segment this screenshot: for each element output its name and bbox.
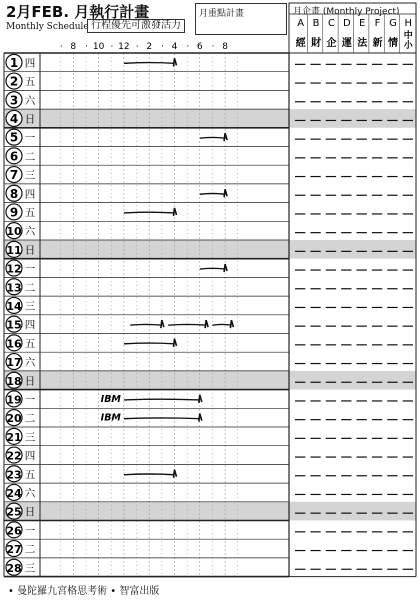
schedule-entry-end-mark xyxy=(174,208,177,216)
schedule-entry-line[interactable] xyxy=(124,343,175,344)
schedule-entry-line[interactable] xyxy=(124,474,175,475)
schedule-entry-label: IBM xyxy=(100,412,121,424)
schedule-entry-end-mark xyxy=(230,320,233,328)
month-focus-label: 月重點計畫 xyxy=(199,9,245,19)
weekday-label: 一 xyxy=(24,263,36,276)
weekday-label: 五 xyxy=(24,468,36,481)
weekday-label: 一 xyxy=(24,524,36,537)
hour-tick-label: 12 xyxy=(118,42,130,52)
project-col-name: 中 xyxy=(403,31,413,41)
hour-tick-label: 8 xyxy=(222,42,228,52)
project-col-name: 法 xyxy=(357,38,368,49)
weekday-label: 二 xyxy=(24,150,36,163)
schedule-entry-end-mark xyxy=(174,470,177,478)
day-number: 5 xyxy=(9,130,19,145)
weekday-label: 六 xyxy=(24,487,36,500)
day-number: 8 xyxy=(9,186,19,201)
weekday-label: 四 xyxy=(24,57,36,70)
hour-tick-label: 2 xyxy=(146,42,153,52)
schedule-entry-line[interactable] xyxy=(130,324,162,325)
weekday-label: 四 xyxy=(24,319,36,332)
weekday-label: 四 xyxy=(24,188,36,201)
hour-tick-dot: · xyxy=(110,42,114,52)
day-number: 12 xyxy=(6,262,22,276)
day-number: 25 xyxy=(6,505,22,519)
project-col-letter: C xyxy=(327,18,335,29)
day-number: 24 xyxy=(6,486,22,500)
weekday-label: 日 xyxy=(24,113,36,126)
day-number: 26 xyxy=(6,524,22,538)
hour-tick-dot: · xyxy=(211,42,215,52)
weekday-label: 六 xyxy=(24,94,36,107)
day-number: 1 xyxy=(9,55,19,70)
day-number: 27 xyxy=(6,543,22,557)
schedule-entry-end-mark xyxy=(174,58,177,66)
day-number: 28 xyxy=(6,561,22,575)
day-number: 4 xyxy=(9,111,19,126)
weekday-label: 二 xyxy=(24,412,36,425)
footer-credit: • 曼陀羅九宮格思考術 • 智富出版 xyxy=(8,586,160,597)
weekday-label: 日 xyxy=(24,506,36,519)
schedule-entry-line[interactable] xyxy=(200,268,225,269)
project-col-letter: F xyxy=(374,18,381,29)
sunday-row-shade xyxy=(4,502,416,521)
hour-tick-dot: · xyxy=(59,42,63,52)
project-col-name: 小 xyxy=(403,41,413,51)
schedule-entry-end-mark xyxy=(199,414,202,422)
hour-tick-label: 4 xyxy=(171,42,178,52)
project-col-name: 情 xyxy=(387,38,398,49)
schedule-entry-line[interactable] xyxy=(212,324,231,325)
weekday-label: 三 xyxy=(24,169,36,182)
schedule-entry-line[interactable] xyxy=(124,399,200,400)
day-number: 13 xyxy=(6,281,22,295)
project-col-name: 運 xyxy=(341,38,352,49)
hour-tick-label: 8 xyxy=(70,42,77,52)
hour-tick-label: 6 xyxy=(196,42,203,52)
day-number: 15 xyxy=(6,318,22,332)
hour-tick-dot: · xyxy=(186,42,190,52)
hour-tick-dot: · xyxy=(135,42,139,52)
schedule-entry-end-mark xyxy=(205,320,208,328)
weekday-label: 一 xyxy=(24,393,36,406)
weekday-label: 日 xyxy=(24,244,36,257)
day-number: 10 xyxy=(6,225,22,239)
hour-tick-dot: · xyxy=(85,42,89,52)
day-number: 20 xyxy=(6,412,22,426)
schedule-entry-end-mark xyxy=(174,339,177,347)
weekday-label: 二 xyxy=(24,543,36,556)
weekday-label: 三 xyxy=(24,300,36,313)
project-col-letter: E xyxy=(359,18,366,29)
sunday-row-shade xyxy=(4,240,416,259)
weekday-label: 三 xyxy=(24,562,36,575)
weekday-label: 三 xyxy=(24,431,36,444)
day-number: 6 xyxy=(9,149,19,164)
day-number: 14 xyxy=(6,299,22,313)
day-number: 23 xyxy=(6,468,22,482)
schedule-entry-end-mark xyxy=(161,320,164,328)
hour-tick-dot: · xyxy=(161,42,164,52)
project-col-name: 財 xyxy=(311,38,322,49)
weekday-label: 六 xyxy=(24,356,36,369)
day-number: 7 xyxy=(9,168,19,183)
day-number: 19 xyxy=(6,393,22,407)
day-number: 22 xyxy=(6,449,22,463)
weekday-label: 二 xyxy=(24,281,36,294)
project-col-letter: A xyxy=(297,18,305,29)
schedule-entry-line[interactable] xyxy=(200,137,225,138)
weekday-label: 日 xyxy=(24,375,36,388)
project-col-name: 經 xyxy=(295,38,306,49)
schedule-entry-line[interactable] xyxy=(124,63,175,64)
weekday-label: 四 xyxy=(24,450,36,463)
day-number: 17 xyxy=(6,356,22,370)
project-col-name: 新 xyxy=(372,38,383,49)
project-col-letter: H xyxy=(404,18,413,29)
weekday-label: 五 xyxy=(24,206,36,219)
project-header: 月企畫 (Monthly Project) xyxy=(293,7,400,17)
schedule-entry-end-mark xyxy=(224,133,227,141)
day-number: 11 xyxy=(6,243,22,257)
schedule-entry-line[interactable] xyxy=(124,418,200,419)
schedule-entry-line[interactable] xyxy=(124,212,175,213)
day-number: 18 xyxy=(6,374,22,388)
page-subtitle: Monthly Schedule xyxy=(6,22,89,32)
day-number: 21 xyxy=(6,430,22,444)
project-col-name: 企 xyxy=(326,38,337,49)
project-col-letter: G xyxy=(389,18,397,29)
page-title: 2月FEB. 月執行計畫 xyxy=(6,3,150,21)
sunday-row-shade xyxy=(4,371,416,390)
schedule-entry-label: IBM xyxy=(100,393,121,405)
day-number: 16 xyxy=(6,337,22,351)
weekday-label: 五 xyxy=(24,337,36,350)
schedule-entry-end-mark xyxy=(224,189,227,197)
hour-tick-label: 10 xyxy=(92,42,105,52)
weekday-label: 六 xyxy=(24,225,36,238)
project-col-letter: B xyxy=(312,18,320,29)
weekday-label: 一 xyxy=(24,132,36,145)
project-col-letter: D xyxy=(342,18,351,29)
weekday-label: 五 xyxy=(24,76,36,89)
day-number: 2 xyxy=(9,74,19,89)
schedule-entry-line[interactable] xyxy=(200,194,225,195)
schedule-entry-line[interactable] xyxy=(168,324,206,325)
schedule-entry-end-mark xyxy=(224,264,227,272)
priority-note: 行程優先可激發活力 xyxy=(87,19,185,33)
day-number: 3 xyxy=(9,93,19,108)
schedule-entry-end-mark xyxy=(199,395,202,403)
day-number: 9 xyxy=(9,205,19,220)
sunday-row-shade xyxy=(4,109,416,128)
